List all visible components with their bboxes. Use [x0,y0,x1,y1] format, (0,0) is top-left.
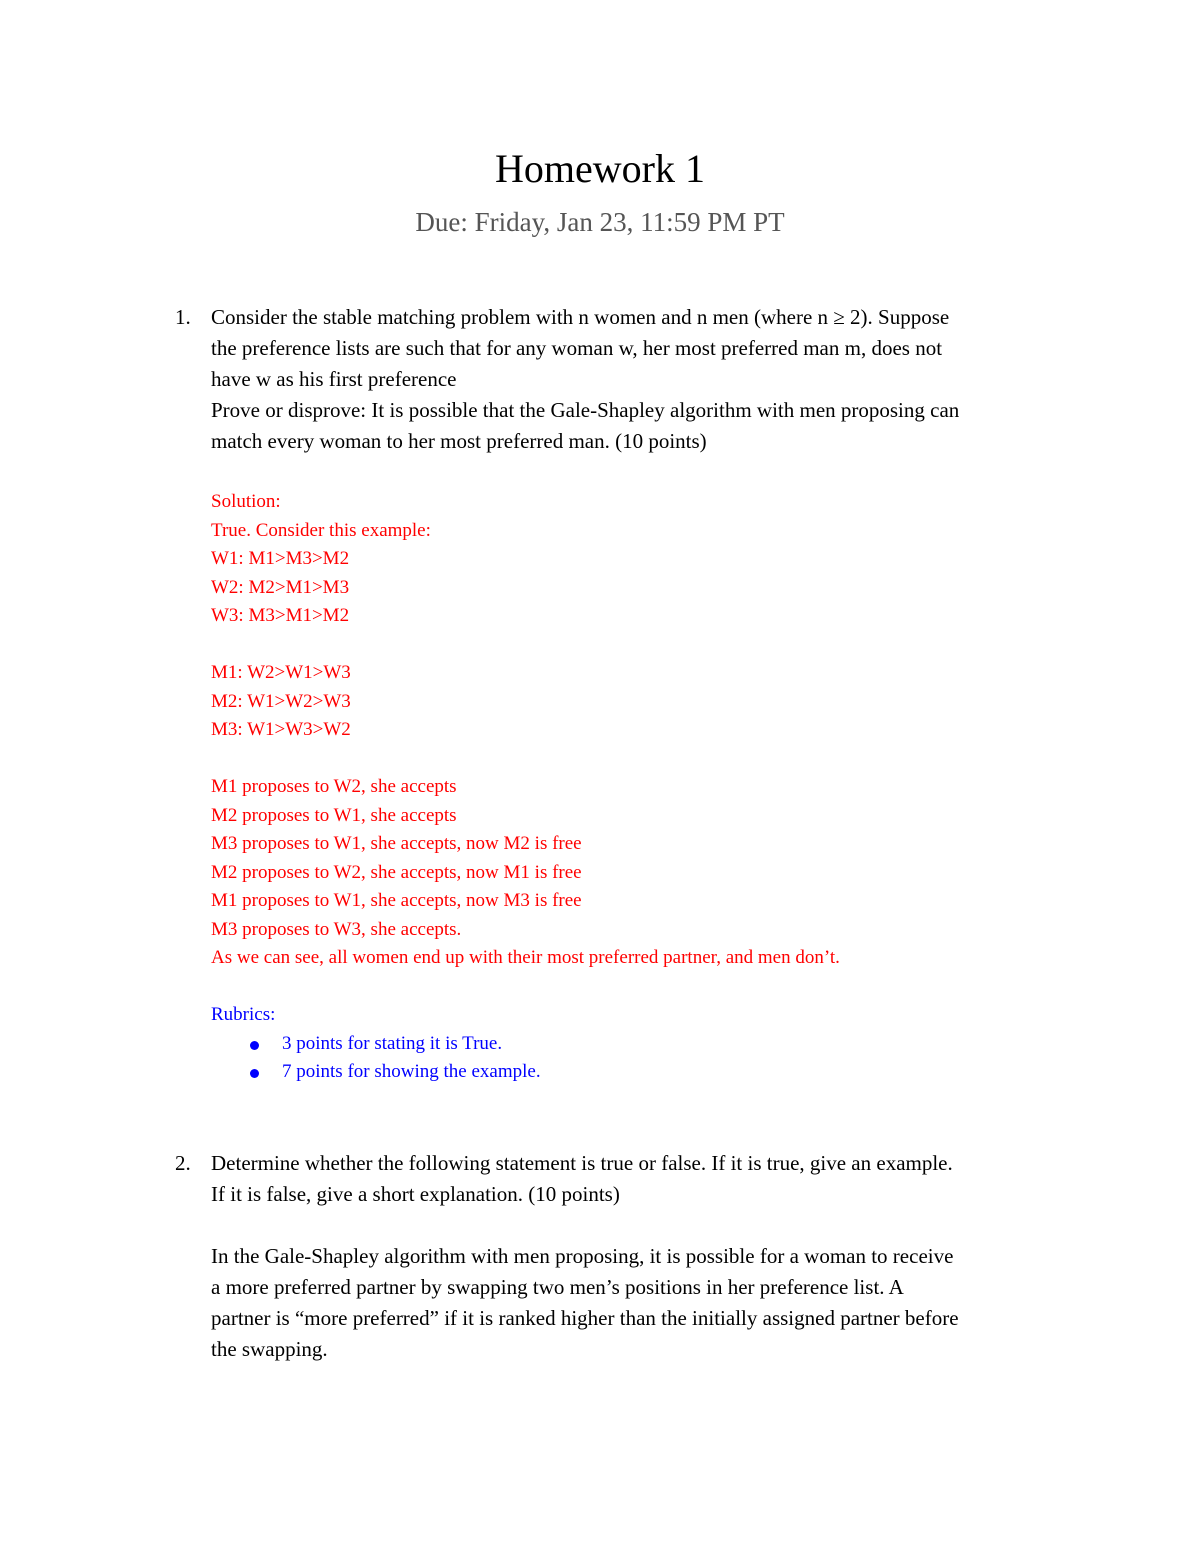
due-date: Due: Friday, Jan 23, 11:59 PM PT [415,207,785,237]
bullet-icon [250,1041,259,1050]
man-preference: M1: W2>W1>W3 [211,662,351,683]
solution-step: M2 proposes to W1, she accepts [211,804,457,826]
rubrics [211,1001,1071,1087]
question-1-line: Consider the stable matching problem with n women and n men (where n ≥ 2). Suppose [211,305,950,329]
rubric-item-text: 7 points for showing the example. [282,1061,541,1082]
woman-preference: W3: M3>M1>M2 [211,605,350,626]
question-1-line: Prove or disprove: It is possible that the Gale-Shapley algorithm with men proposing can [211,398,960,422]
woman-preference: W1: M1>M3>M2 [211,548,350,569]
man-preference: M2: W1>W2>W3 [211,690,351,712]
man-preference: M3: W1>W3>W2 [211,719,351,740]
solution-heading: Solution: [211,491,281,512]
woman-preference: W2: M2>M1>M3 [211,576,350,598]
question-1-line: the preference lists are such that for any woman w, her most preferred man m, does not [211,336,943,360]
rubric-item-text: 3 points for stating it is True. [282,1032,503,1054]
question-2-statement-line: the swapping. [211,1337,328,1361]
question-2-text [211,1148,1071,1365]
rubric-item [211,1058,1071,1087]
question-2-line: If it is false, give a short explanation. (10 points) [211,1182,620,1206]
solution-step: M1 proposes to W1, she accepts, now M3 is free [211,890,582,911]
solution-intro: True. Consider this example: [211,519,431,541]
question-1-line: have w as his first preference [211,367,457,391]
question-1-number: 1. [175,305,191,329]
question-2-line: Determine whether the following statement is true or false. If it is true, give an example. [211,1151,953,1175]
bullet-icon [250,1069,259,1078]
rubric-item [211,1030,1071,1059]
solution-step: M1 proposes to W2, she accepts [211,776,457,797]
solution-conclusion: As we can see, all women end up with their most preferred partner, and men don’t. [211,947,840,968]
question-1-solution [211,488,1071,1087]
solution-step: M3 proposes to W1, she accepts, now M2 is free [211,833,582,854]
solution-step: M3 proposes to W3, she accepts. [211,918,462,940]
question-1-line: match every woman to her most preferred man. (10 points) [211,429,707,453]
question-2-statement-line: a more preferred partner by swapping two men’s positions in her preference list. A [211,1275,904,1299]
document-title: Homework 1 [495,146,705,191]
question-1-text [211,302,1071,457]
solution-step: M2 proposes to W2, she accepts, now M1 is free [211,861,582,883]
question-2-statement-line: In the Gale-Shapley algorithm with men proposing, it is possible for a woman to receive [211,1244,954,1268]
question-2-statement-line: partner is “more preferred” if it is ranked higher than the initially assigned partner before [211,1306,959,1330]
rubrics-heading: Rubrics: [211,1004,276,1025]
question-2-number: 2. [175,1151,191,1175]
